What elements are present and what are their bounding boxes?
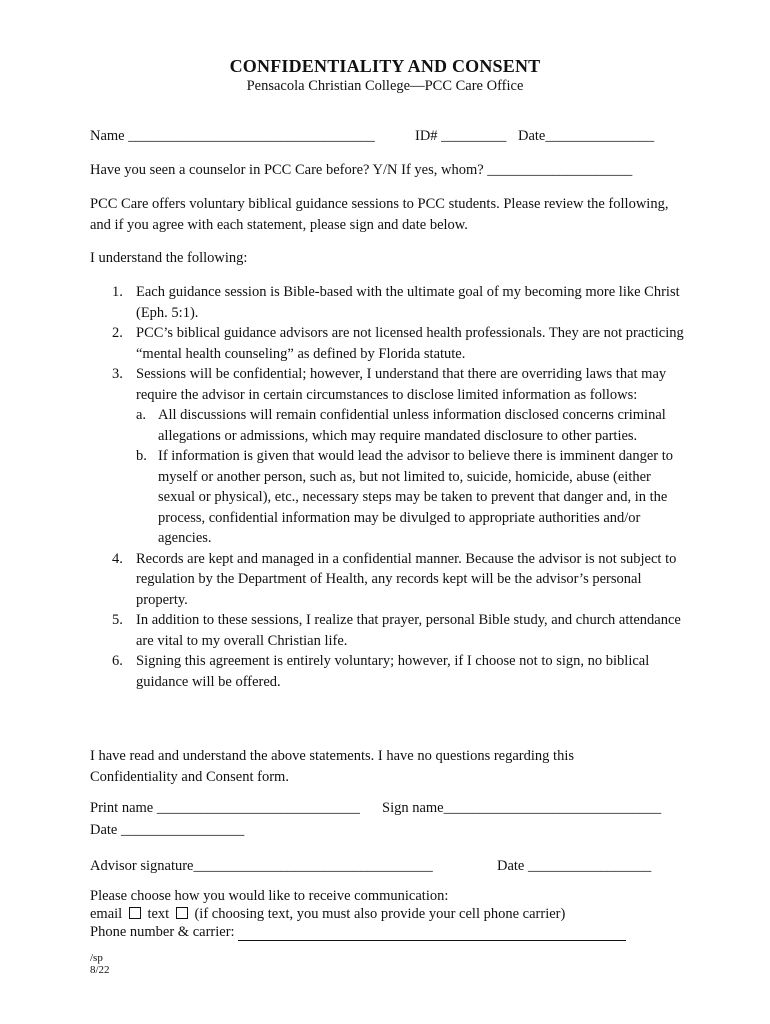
subitem-text: If information is given that would lead the advisor to believe there is imminent danger to myself or another person, such as, but not limited to, suicide, homicide, abuse (either sexual or physical), etc., necessary steps may be taken to prevent that danger and, in the process, confidential information may be divulged to appropriate authorities and/or agencies. xyxy=(158,448,674,546)
text-checkbox[interactable] xyxy=(176,907,188,919)
phone-carrier-row xyxy=(90,924,626,941)
communication-prompt: Please choose how you would like to receive communication: xyxy=(90,888,449,904)
subitem-letter: b. xyxy=(136,448,147,464)
disclosure-sublist xyxy=(136,405,690,549)
phone-carrier-input-line[interactable] xyxy=(238,928,626,941)
advisor-date-field[interactable]: Date _________________ xyxy=(497,858,652,874)
list-item xyxy=(90,651,690,692)
footer-revision: 8/22 xyxy=(90,964,110,976)
list-item xyxy=(90,323,690,364)
email-option-label: email xyxy=(90,906,123,922)
sublist-item xyxy=(136,405,690,446)
list-item xyxy=(90,364,690,549)
text-option-note: (if choosing text, you must also provide your cell phone carrier) xyxy=(194,906,566,922)
sublist-item xyxy=(136,446,690,549)
seen-counselor-question[interactable]: Have you seen a counselor in PCC Care before? Y/N If yes, whom? ____________________ xyxy=(90,162,633,178)
item-text: Sessions will be confidential; however, I understand that there are overriding laws that may require the advisor in certain circumstances to disclose limited information as follows: xyxy=(136,366,667,403)
item-number: 4. xyxy=(112,550,123,567)
item-number: 6. xyxy=(112,653,123,669)
communication-options xyxy=(90,906,565,923)
item-text: PCC’s biblical guidance advisors are not licensed health professionals. They are not practicing “mental health counseling” as defined by Florida statute. xyxy=(136,325,684,362)
item-text: Signing this agreement is entirely voluntary; however, if I choose not to sign, no biblical guidance will be offered. xyxy=(136,653,650,690)
sign-date-field[interactable]: Date _________________ xyxy=(90,822,245,838)
id-field[interactable]: ID# _________ xyxy=(415,128,507,144)
list-item xyxy=(90,549,690,611)
print-name-field[interactable]: Print name ____________________________ xyxy=(90,800,360,816)
subitem-letter: a. xyxy=(136,407,147,423)
list-item xyxy=(90,282,690,323)
form-subtitle: Pensacola Christian College—PCC Care Office xyxy=(246,78,524,94)
intro-paragraph: PCC Care offers voluntary biblical guidance sessions to PCC students. Please review the following, and if you agree with each statement, please sign and date below. xyxy=(90,196,669,233)
understand-heading: I understand the following: xyxy=(90,250,248,266)
form-title: CONFIDENTIALITY AND CONSENT xyxy=(229,56,541,76)
item-number: 1. xyxy=(112,284,123,300)
list-item xyxy=(90,610,690,651)
item-number: 5. xyxy=(112,612,123,628)
text-option-label: text xyxy=(147,906,170,922)
footer-initials: /sp xyxy=(90,952,103,964)
item-text: Each guidance session is Bible-based with the ultimate goal of my becoming more like Christ (Eph. 5:1). xyxy=(136,284,680,321)
email-checkbox[interactable] xyxy=(129,907,141,919)
subitem-text: All discussions will remain confidential unless information disclosed concerns criminal allegations or admissions, which may require mandated disclosure to other parties. xyxy=(158,407,666,444)
item-number: 2. xyxy=(112,325,123,341)
item-number: 3. xyxy=(112,366,123,382)
sign-name-field[interactable]: Sign name______________________________ xyxy=(382,800,662,816)
name-field[interactable]: Name __________________________________ xyxy=(90,128,375,144)
advisor-signature-field[interactable]: Advisor signature_________________________________ xyxy=(90,858,433,874)
item-text: In addition to these sessions, I realize that prayer, personal Bible study, and church attendance are vital to my overall Christian life. xyxy=(136,612,681,649)
item-text: Records are kept and managed in a confidential manner. Because the advisor is not subject to regulation by the Department of Health, any records kept will be the advisor’s personal property. xyxy=(136,550,677,608)
statements-list xyxy=(90,282,690,692)
phone-carrier-label: Phone number & carrier: xyxy=(90,924,235,940)
acknowledgement-paragraph: I have read and understand the above statements. I have no questions regarding this Confidentiality and Consent form. xyxy=(90,748,574,785)
date-field[interactable]: Date_______________ xyxy=(518,128,655,144)
